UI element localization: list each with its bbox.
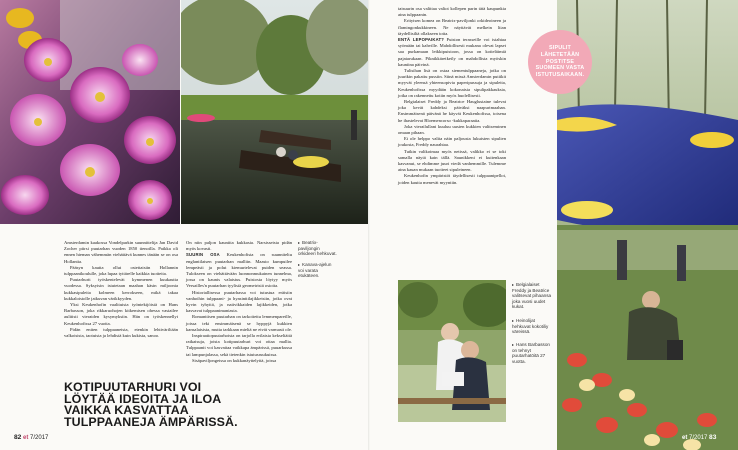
paragraph: taisuurin osa valittaa valiot kollepen parin tätä kaupunkia aina tulppaanin. [398,6,506,18]
paragraph: Pidän eniten tulppaaneista, etenkin lehtiväriltään valkoisista, taotuista ja lehdistä kuin kukista, sanoo. [64,326,178,339]
paragraph: Tutkin valikoimaa myös netissä, valikko ei se toki samalla näytä kain tällä. Saunikkeni ei kuitenkaan kasvanut, se ehdimme juuri viedä vanhemmille. Tulemme aina kauan mukaan tuotteet sipuleineen. [398,148,506,173]
caption-gardener: Hans Barbasson on tehnyt puutarhatöitä 27 vuotta. [512,342,550,364]
caption-couple: Belgialaiset Freddy ja Beatrice valitsevat pihaansa joka vuosi uudet kukat. [512,282,552,310]
arrow-left-icon [298,242,300,244]
orchid-photo [0,0,180,224]
paragraph: Keukenhofin ympäristöt täydellisesti tulppaanipellot, joiden kautta menevät myyntiin. [398,173,506,185]
arrow-right-icon [512,320,514,322]
paragraph: Joka vierailullani kuuluu uusien kukkien valitseminen omaan pihaan. [398,123,506,136]
arrow-left-icon [512,284,514,286]
right-article-column [398,6,506,186]
left-article-column-1 [64,240,178,339]
canal-boat-photo [181,0,368,224]
info-badge: SIPULIT LÄHETETÄÄN POSTITSE SUOMEEN VASTA ISTUTUSAIKAAN. [528,30,592,94]
paragraph: Amsterdamin kaakossa Vondelparkin suunnittelija Jan David Zocher piirsi puutarhan vuoden 1850 tienoilla. Paikka oli ennen hieman vähemmän viehättävä kunnes tänään se on osa Hollantia. [64,240,178,264]
paragraph: Romanttisen puutarhan on tarkoitettu lemmenpareille, joissa teki ensimmäisenä se hyppyjä kukkien kansalaisista, mutta tarkkaan mieltä ne eivät varmasti ole. [186,314,293,332]
section-heading: ENTÄ LEPOPAIKAT? [398,37,445,43]
caption-orchid: Beatrix-paviljongin orkideeri hehkuvat. [298,240,337,257]
page-number: 83 [709,434,717,441]
caption-canal: Kanava-ajelun voi varata etukäteen. [298,262,332,279]
paragraph: Historiallisessa puutarhassa voi tutustua eräisiin vanhoihin tulppaani- ja hyasinttilajikkeisiin, jotka ovat hyvin tyhyitä, ja naiivikkaiden lajikkeiden, jotka kasvavat tulppaanimaniasta. [186,289,292,314]
paragraph: Erityisen komea on Beatrix-paviljonki orkideoineen ja flamingonkukkineen. Ne näyttävät melkein liian täydellisiltä ollakseen totta. [398,18,506,36]
arrow-up-icon [298,264,300,266]
issue: 7/2017 [30,435,49,441]
paragraph: Belgialaiset Freddy ja Beatrice Hauglustaine tulevat joka kevät kahdeksi päiväksi naapurimaahan. Ensimmäisenä päivänä he käyvät Keukenhofissa, toisena he ihastelevat Bloemencorso -kukkaparaatia. [398,99,506,123]
paragraph: Puutarhurit työskentelevät kymmenen kuukautta vuodessa. Syksyisin istutetaan maahan käsin miljoonia kukkasipuleita kolmeen kerrokseen, mikä takaa kukkaloistolle jatkuvan värikkyyden. [64,277,178,301]
paragraph: On niin paljon kauniita kukkasia. Narsisseista pidän myös kovasti. [186,240,292,252]
paragraph: Sisäpaviljongeissa on kukkanäyttelyitä, joissa [192,357,277,363]
paragraph: Keukenhofista on suunniteltu englantilaisen puutarhan malliin. Maasto kumpuilee lempeästi ja polut kiemurtelevat puiden seassa. Tulokseen on viehättävään luonnonmukainen tunnelma, jossa on kaunis valaistus. Puistosta löytyy myös Versailles'n puutarhan tyylisiä geometrisiä osioita. [186,252,292,289]
paragraph: Ei ole helppo valita näin paljousta lukuisten sipulien joukosta, Freddy naurahtaa. [398,136,506,148]
section-heading: SUURIN OSA [186,252,220,258]
couple-photo [398,280,506,422]
magazine-name: et [23,435,29,441]
issue: 7/2017 [689,435,708,441]
caption-flowers: Heinolijat hehkuvat kokotiliy väreissä. [512,318,549,335]
gutter [368,0,370,450]
folio-right [682,434,716,441]
paragraph: Tulisihan lisä on ostaa siementulppaaneja, jotka on juurikin pakattu pussiin. Siinä missä Amsterdamin putiikit myyvät yleensä yhteensopivia paperipussuja ja sipuleita, Keukenhofissa myydään kokonaisia sipulipakkauksia, jotka on rakennettu kotiin myös huolellisesti. [398,68,506,98]
paragraph: Puiston terasseille voi istahtaa syömään tai kahville. Mahdollisesti mukana olevat lapset saa purkamaan leikkipuistoon, jossa on kotieläimiä pajatarukaan. Piknikkäretkeily on mahdollista myöskin kauniina päivinä. [398,37,507,67]
arrow-right-icon [512,344,514,346]
pull-quote: KOTIPUUTARHURI VOI LÖYTÄÄ IDEOITA JA ILOA VAIKKA KASVATTAA TULPPAANEJA ÄMPÄRISSÄ. [64,380,238,429]
paragraph: Inspiraatiopuutarhoista on tarjolla erilaisia kekseliäitä ratkaisuja, joista kotipuutarhuri voi ottaa mallia. Tulppaanit voi kasvattaa vaikkapa ämpärissä, puuarkussa tai lampunjalassa, sekä tietenkin istutusruukuissa. [186,333,292,357]
magazine-name: et [682,435,688,441]
folio-left [14,434,48,441]
paragraph: Pääsyn kautta ollut ostettaisiin Hollannin tulppaanikoululle, joka lupaa tyttärelle kaikkia tuotteita. [64,264,178,277]
page-number: 82 [14,434,22,441]
left-article-column-2 [186,240,292,364]
paragraph: Yksi Keukenhofin vaalituista työntekijöistä on Hans Barbasson, joka rikkaruohojen kitkemisen ohessa vastailee aulitisti vieraiden kysymyksiin. Hän on työskennellyt Keukenhofissa 27 vuotta. [64,302,178,326]
